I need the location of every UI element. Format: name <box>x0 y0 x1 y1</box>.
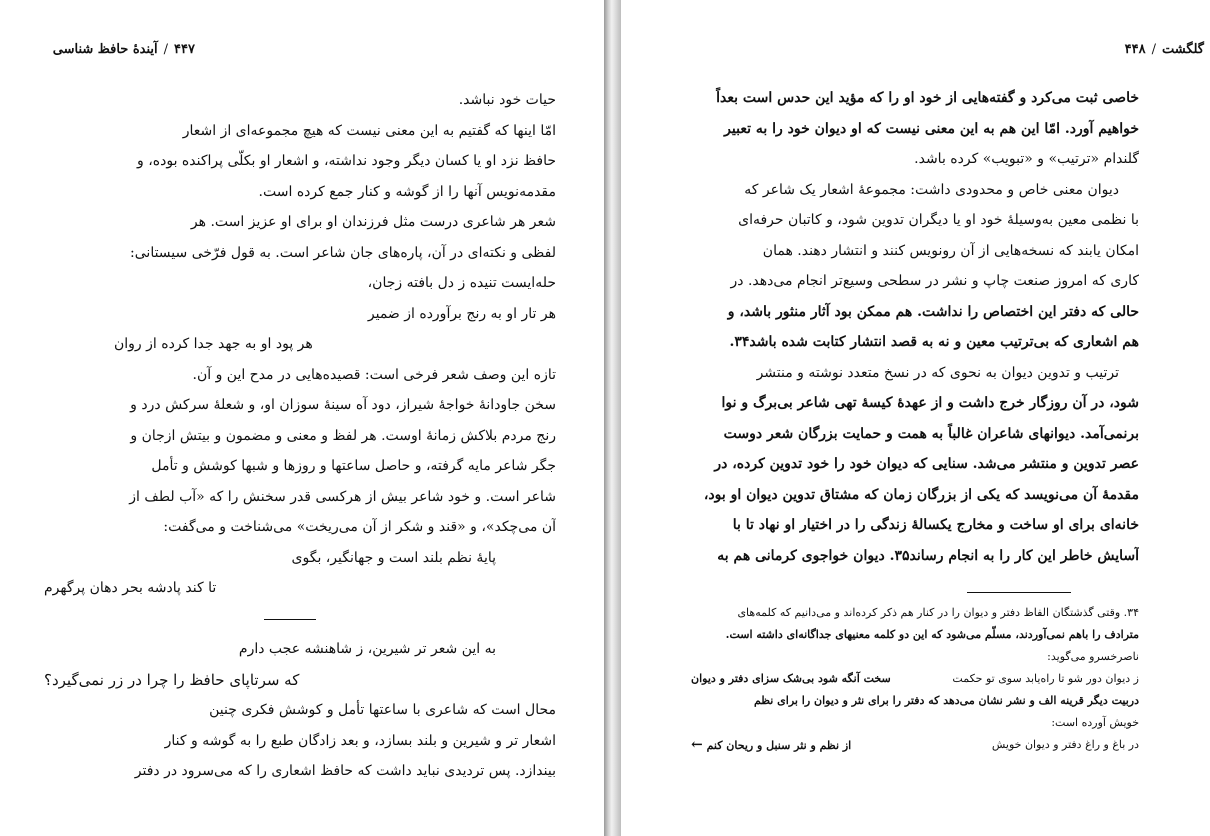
right-body-text <box>687 83 1139 571</box>
text-line: آسایش خاطر این کار را به انجام رساند۳۵. دیوان خواجوی کرمانی هم به <box>717 547 1139 564</box>
footnote-rule <box>967 592 1071 593</box>
section-divider <box>44 604 556 635</box>
text-line: امّا اینها که گفتیم به این معنی نیست که هیچ مجموعه‌ای از اشعار <box>182 122 556 139</box>
text-line: حیات خود نباشد. <box>458 92 556 108</box>
footnote-line: دربیت دیگر قرینه الف و نشر نشان می‌دهد که دفتر را برای نثر و دیوان را برای نظم <box>753 694 1139 707</box>
text-line: هم اشعاری که بی‌ترتیب معین و نه به قصد انتشار کتابت شده باشد۳۴. <box>729 334 1139 350</box>
text-line: بیندازد. پس تردیدی نباید داشت که حافظ اشعاری را که می‌سرود در دفتر <box>134 763 556 779</box>
text-line: جگر شاعر مایه گرفته، و حاصل ساعتها و روزها و شبها کوشش و تأمل <box>151 458 556 474</box>
text-line: امکان یابند که نسخه‌هایی از آن رونویس کنند و انتشار دهند. همان <box>762 242 1139 259</box>
text-line: شاعر است. و خود شاعر بیش از هرکسی قدر سخنش را که «آب لطف از <box>129 488 556 505</box>
right-page-header <box>1094 36 1204 62</box>
left-page-header <box>45 36 195 62</box>
text-line: شود، در آن روزگار خرج داشت و از عهدهٔ کیسهٔ تهی شاعر بی‌برگ و نوا <box>721 395 1139 411</box>
footnote-line: ۳۴. وقتی گذشتگان الفاظ دفتر و دیوان را در کنار هم ذکر کرده‌اند و می‌دانیم که کلمه‌های <box>737 606 1139 619</box>
text-line: تازه این وصف شعر فرخی است: قصیده‌هایی در مدح این و آن. <box>192 366 556 383</box>
book-gutter <box>604 0 621 836</box>
verse-line: هر پود او به جهد جدا کرده از روان <box>114 336 313 352</box>
text-line: شعر هر شاعری درست مثل فرزندان او برای او عزیز است. هر <box>190 214 556 230</box>
hemistich: از نظم و نثر سنبل و ریحان کنم <box>706 739 852 752</box>
left-page <box>0 0 604 836</box>
text-line: خاصی ثبت می‌کرد و گفته‌هایی از خود او را که مؤید این حدس است بعداً <box>716 90 1139 106</box>
text-line: حافظ نزد او یا کسان دیگر وجود نداشته، و اشعار او بکلّی پراکنده بوده، و <box>137 153 556 169</box>
continue-arrow-icon: ← <box>691 737 703 753</box>
verse-line: تا کند پادشه بحر دهان پرگهرم <box>44 580 217 596</box>
text-line: حالی که دفتر این اختصاص را نداشت. هم ممکن بود آثار منثور باشد، و <box>727 303 1139 320</box>
verse-line: به این شعر تر شیرین، ز شاهنشه عجب دارم <box>238 641 496 657</box>
right-page-number: ۴۴۸ <box>1124 41 1146 57</box>
hemistich: در باغ و راغ دفتر و دیوان خویش <box>991 738 1139 751</box>
header-separator: / <box>163 41 169 57</box>
text-line: عصر تدوین و منتشر می‌شد. سنایی که دیوان خود را خود تدوین کرده، در <box>714 456 1139 472</box>
text-line: خواهیم آورد. امّا این هم به این معنی نیست که او دیوان خود را به تعبیر <box>724 120 1139 137</box>
footnote-verse <box>691 734 1139 756</box>
footnote-line: مترادف را باهم نمی‌آوردند، مسلّم می‌شود که این دو کلمه معنیهای جداگانه‌ای داشته است. <box>725 628 1139 641</box>
hemistich: سخت آنگه شود بی‌شک سزای دفتر و دیوان <box>691 672 891 685</box>
text-line: مقدمهٔ آن می‌نویسد که یکی از بزرگان زمان که مشتاق تدوین دیوان او بود، <box>703 486 1139 503</box>
footnote-line: ناصرخسرو می‌گوید: <box>1047 650 1139 663</box>
text-line: سخن جاودانهٔ خواجهٔ شیراز، دود آه سینهٔ سوزان او، و شعلهٔ سرکش درد و <box>130 397 556 413</box>
text-line: خانه‌ای برای او ساخت و مخارج یکسالهٔ زندگی را در اختیار او نهاد تا با <box>732 517 1139 533</box>
header-separator: / <box>1151 41 1156 57</box>
footnotes <box>691 602 1139 756</box>
verse-line: پایهٔ نظم بلند است و جهانگیر، بگوی <box>291 549 496 566</box>
text-line: محال است که شاعری با ساعتها تأمل و کوشش فکری چنین <box>209 702 556 718</box>
right-running-title: گلگشت <box>1161 41 1204 57</box>
text-line: با نظمی معین به‌وسیلهٔ خود او یا دیگران تدوین شود، و کاتبان حرفه‌ای <box>738 212 1139 228</box>
verse-line: که سرتاپای حافظ را چرا در زر نمی‌گیرد؟ <box>44 670 300 689</box>
verse-line: هر تار او به رنج برآورده از ضمیر <box>367 305 556 322</box>
text-line: برنمی‌آمد. دیوانهای شاعران غالباً به همت و حمایت بزرگان شعر دوست <box>723 425 1139 442</box>
left-body-text <box>44 85 556 787</box>
left-running-title: آیندهٔ حافظ شناسی <box>52 41 158 57</box>
text-line: کاری که امروز صنعت چاپ و نشر در سطحی وسیع‌تر انجام می‌دهد. در <box>730 273 1139 289</box>
left-page-number: ۴۴۷ <box>174 41 195 57</box>
text-line: آن می‌چکد»، و «قند و شکر از آن می‌ریخت» می‌شناخت و می‌گفت: <box>163 519 556 535</box>
text-line: مقدمه‌نویس آنها را از گوشه و کنار جمع کرده است. <box>258 183 556 200</box>
text-line: گلندام «ترتیب» و «تبویب» کرده باشد. <box>914 151 1139 167</box>
footnote-line: خویش آورده است: <box>1051 716 1139 729</box>
text-line: رنج مردم بلاکش زمانهٔ اوست. هر لفظ و معنی و مضمون و بیتش ازجان و <box>130 427 556 444</box>
text-line: اشعار تر و شیرین و بلند بسازد، و بعد زادگان طبع را به گوشه و کنار <box>164 732 556 749</box>
footnote-verse <box>691 668 1139 690</box>
verse-line: حله‌ایست تنیده ز دل بافته زجان، <box>367 275 556 291</box>
right-page <box>621 0 1210 836</box>
text-line: دیوان معنی خاص و محدودی داشت: مجموعهٔ اشعار یک شاعر که <box>744 181 1119 198</box>
text-line: لفظی و نکته‌ای در آن، پاره‌های جان شاعر است. به قول فرّخی سیستانی: <box>130 244 556 261</box>
text-line: ترتیب و تدوین دیوان به نحوی که در نسخ متعدد نوشته و منتشر <box>756 364 1119 381</box>
hemistich: ز دیوان دور شو تا راه‌یابد سوی تو حکمت <box>952 672 1139 685</box>
